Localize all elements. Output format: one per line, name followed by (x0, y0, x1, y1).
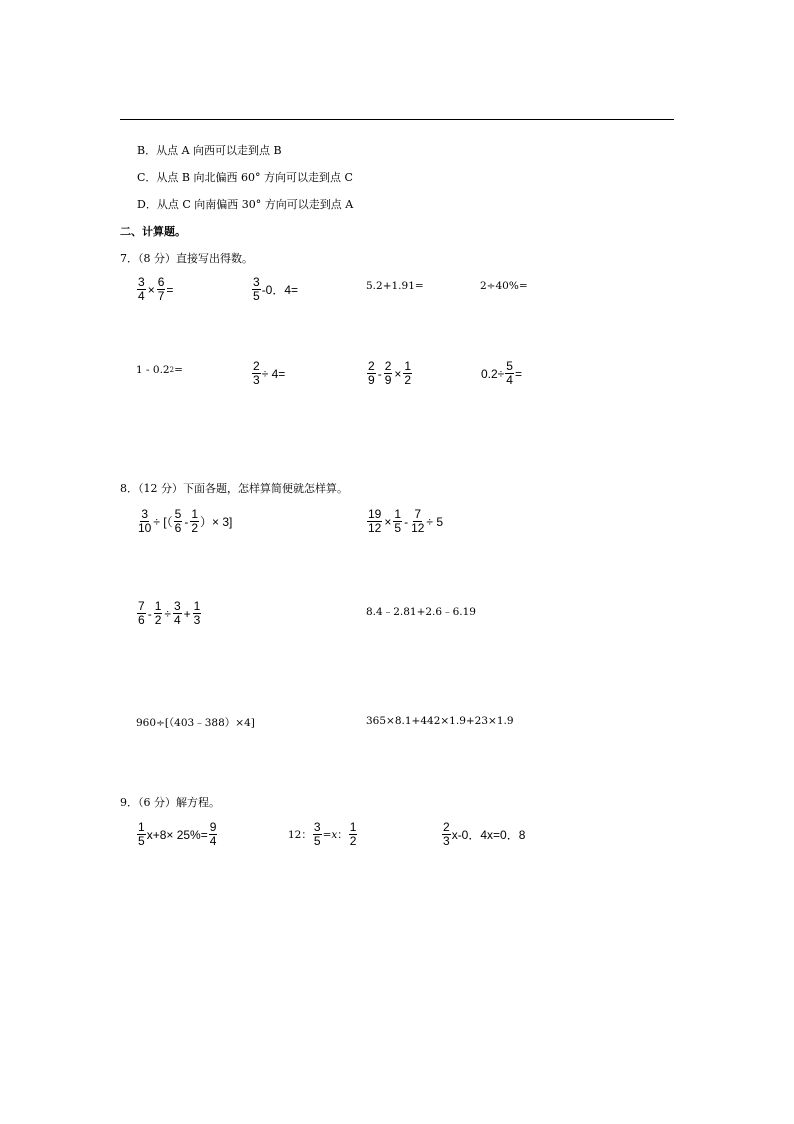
option-d: D．从点 C 向南偏西 30° 方向可以走到点 A (137, 198, 354, 211)
q7-expr-2: $\frac{3}{5}$ -0．4= (253, 275, 299, 303)
fraction: $\frac{5}{4}$ (506, 359, 513, 387)
fraction: $\frac{1}{2}$ (191, 507, 198, 535)
q7-expr-7: $\frac{2}{9}$ - $\frac{2}{9}$ × $\frac{1}{2}$ (368, 359, 412, 387)
q7-expr-4: 2÷40%= (480, 280, 528, 292)
fraction: $\frac{5}{6}$ (174, 507, 182, 535)
option-c: C．从点 B 向北偏西 60° 方向可以走到点 C (137, 171, 353, 184)
fraction: $\frac{3}{4}$ (138, 275, 145, 303)
q8-expr-3: $\frac{7}{6}$ - $\frac{1}{2}$ ÷ $\frac{3}{4}$ + $\frac{1}{3}$ (138, 599, 201, 627)
q7-title: 7．（8 分）直接写出得数。 (120, 252, 253, 265)
q7-expr-6: $\frac{2}{3}$ ÷ 4= (253, 359, 286, 387)
fraction: $\frac{3}{10}$ (138, 507, 152, 535)
fraction: $\frac{3}{5}$ (313, 820, 321, 848)
fraction: $\frac{2}{9}$ (384, 359, 392, 387)
fraction: $\frac{19}{12}$ (368, 507, 382, 535)
fraction: $\frac{3}{5}$ (253, 275, 260, 303)
fraction: $\frac{1}{2}$ (404, 359, 412, 387)
fraction: $\frac{9}{4}$ (209, 820, 217, 848)
q7-expr-3: 5.2+1.91= (366, 280, 424, 292)
q8-expr-1: $\frac{3}{10}$ ÷ [（ $\frac{5}{6}$ - $\frac{1}{2}$ ）× 3] (138, 507, 233, 535)
q8-expr-2: $\frac{19}{12}$ × $\frac{1}{5}$ - $\frac{7}{12}$ ÷ 5 (368, 507, 444, 535)
fraction: $\frac{2}{3}$ (443, 820, 450, 848)
section-title: 二、计算题。 (120, 225, 186, 238)
fraction: $\frac{1}{5}$ (394, 507, 402, 535)
q7-expr-1: $\frac{3}{4}$ × $\frac{6}{7}$ = (138, 275, 174, 303)
fraction: $\frac{1}{2}$ (154, 599, 162, 627)
option-b: B．从点 A 向西可以走到点 B (137, 144, 282, 157)
fraction: $\frac{7}{6}$ (138, 599, 145, 627)
fraction: $\frac{2}{3}$ (253, 359, 260, 387)
q9-equation-1: $\frac{1}{5}$ x+8× 25%= $\frac{9}{4}$ (138, 820, 217, 848)
fraction: $\frac{6}{7}$ (157, 275, 165, 303)
header-rule (120, 119, 674, 120)
q9-equation-2: 12： $\frac{3}{5}$ = x ： $\frac{1}{2}$ (288, 820, 357, 848)
fraction: $\frac{1}{2}$ (349, 820, 357, 848)
q8-expr-6: 365×8.1+442×1.9+23×1.9 (366, 715, 514, 727)
fraction: $\frac{2}{9}$ (368, 359, 375, 387)
q9-equation-3: $\frac{2}{3}$ x-0．4x=0．8 (443, 820, 526, 848)
q7-expr-8: 0.2÷ $\frac{5}{4}$ = (481, 359, 522, 387)
q8-expr-4: 8.4﹣2.81+2.6﹣6.19 (366, 606, 476, 618)
q8-expr-5: 960÷[（403﹣388）×4] (136, 717, 255, 729)
fraction: $\frac{7}{12}$ (411, 507, 425, 535)
fraction: $\frac{1}{3}$ (193, 599, 201, 627)
q7-expr-5: 1 - 0.2 2 = (136, 364, 183, 376)
fraction: $\frac{3}{4}$ (173, 599, 181, 627)
fraction: $\frac{1}{5}$ (138, 820, 145, 848)
q9-title: 9．（6 分）解方程。 (120, 796, 220, 809)
q8-title: 8．（12 分）下面各题，怎样算简便就怎样算。 (120, 482, 348, 495)
